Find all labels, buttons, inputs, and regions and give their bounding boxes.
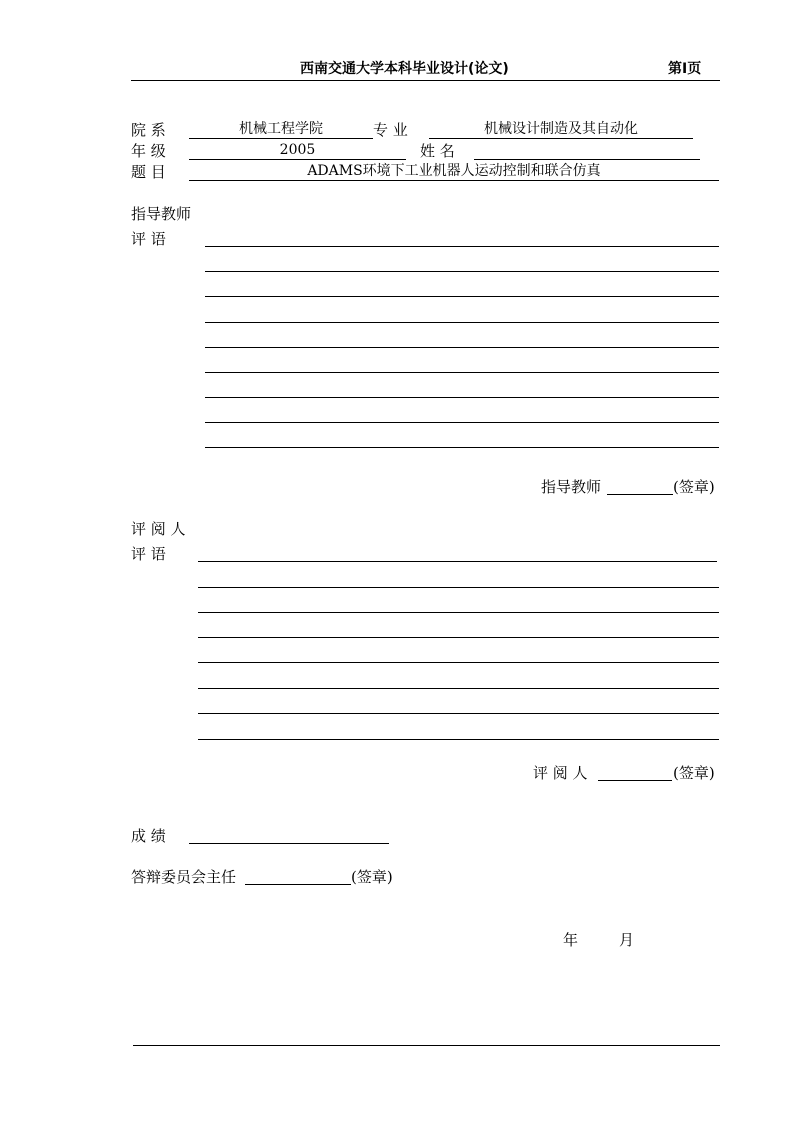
grade-label: 年 级 (131, 142, 166, 160)
advisor-sign-suffix: (签章) (673, 478, 715, 496)
comment-line (205, 422, 719, 423)
comment-line (198, 662, 719, 663)
comment-line (198, 637, 719, 638)
comment-line (205, 322, 719, 323)
page-number: 第Ⅰ页 (668, 61, 702, 77)
major-label: 专 业 (373, 121, 408, 139)
dept-label: 院 系 (131, 121, 166, 139)
reviewer-comment-label: 评 语 (131, 545, 166, 563)
committee-sign-line (245, 884, 351, 885)
page-header-title: 西南交通大学本科毕业设计(论文) (300, 61, 509, 77)
score-line (189, 843, 389, 844)
comment-line (205, 271, 719, 272)
topic-label: 题 目 (131, 163, 166, 181)
grade-value: 2005 (189, 141, 406, 160)
comment-line (198, 587, 719, 588)
comment-line (205, 397, 719, 398)
dept-value: 机械工程学院 (189, 120, 373, 139)
comment-line (198, 561, 717, 562)
major-value: 机械设计制造及其自动化 (429, 120, 693, 139)
advisor-sign-label: 指导教师 (541, 478, 602, 496)
comment-line (198, 713, 719, 714)
committee-sign-suffix: (签章) (351, 868, 393, 886)
header-rule (131, 80, 720, 81)
reviewer-sign-line (598, 780, 672, 781)
footer-rule (133, 1045, 720, 1046)
comment-line (205, 372, 719, 373)
score-label: 成 绩 (131, 827, 166, 845)
name-value (474, 141, 700, 160)
reviewer-sign-suffix: (签章) (673, 764, 715, 782)
reviewer-label: 评 阅 人 (131, 520, 186, 538)
comment-line (198, 688, 719, 689)
comment-line (198, 739, 719, 740)
comment-line (205, 447, 719, 448)
comment-line (205, 296, 719, 297)
comment-line (205, 347, 719, 348)
name-label: 姓 名 (420, 142, 455, 160)
date-year-label: 年 (563, 931, 579, 949)
advisor-sign-line (607, 494, 673, 495)
advisor-label: 指导教师 (131, 205, 192, 223)
committee-label: 答辩委员会主任 (131, 868, 237, 886)
topic-value: ADAMS环境下工业机器人运动控制和联合仿真 (189, 162, 719, 181)
advisor-comment-label: 评 语 (131, 230, 166, 248)
comment-line (205, 246, 719, 247)
comment-line (198, 612, 719, 613)
date-month-label: 月 (619, 931, 635, 949)
reviewer-sign-label: 评 阅 人 (533, 764, 588, 782)
